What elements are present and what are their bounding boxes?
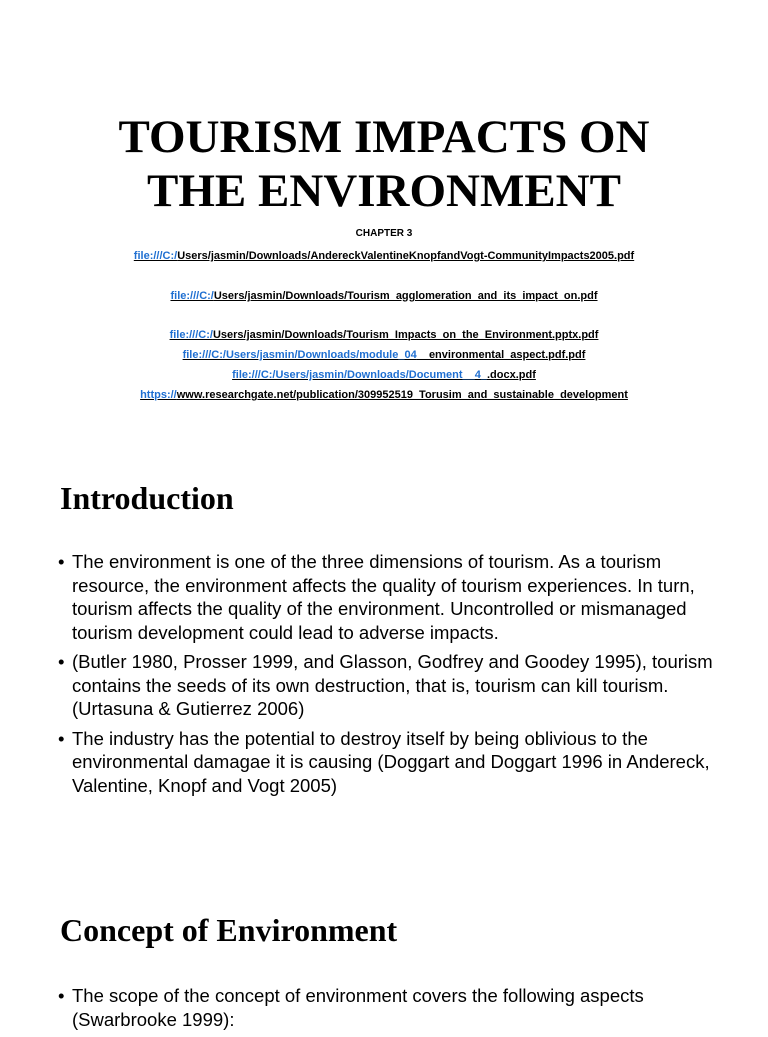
section-heading: Concept of Environment — [60, 912, 398, 948]
list-item: • The industry has the potential to destroy itself by being oblivious to the environmental damagae it is causing (Doggart and Doggart 1996 in Andereck, Valentine, Knopf and Vogt 2005) — [58, 727, 718, 798]
title-line-1: TOURISM IMPACTS ON — [118, 111, 650, 163]
section-heading: Introduction — [60, 480, 234, 516]
title-line-2: THE ENVIRONMENT — [147, 165, 621, 217]
bullet-list — [58, 550, 718, 803]
reference-link[interactable]: file:///C:/Users/jasmin/Downloads/module_04__environmental_aspect.pdf.pdf — [182, 349, 586, 361]
reference-link[interactable]: file:///C:/Users/jasmin/Downloads/Tourism_agglomeration_and_its_impact_on.pdf — [170, 290, 598, 302]
list-item: • The environment is one of the three dimensions of tourism. As a tourism resource, the environment affects the quality of tourism experiences. In turn, tourism affects the quality of the environment. Uncontrolled or mismanaged tourism development could lead to adverse impacts. — [58, 550, 718, 644]
reference-link[interactable]: file:///C:/Users/jasmin/Downloads/Document__4_.docx.pdf — [232, 369, 536, 381]
reference-link[interactable]: file:///C:/Users/jasmin/Downloads/Tourism_Impacts_on_the_Environment.pptx.pdf — [169, 329, 599, 341]
chapter-label: CHAPTER 3 — [355, 228, 413, 239]
reference-link[interactable]: https://www.researchgate.net/publication/309952519_Torusim_and_sustainable_development — [140, 389, 628, 401]
slide-concept — [0, 896, 768, 1030]
bullet-list — [58, 984, 718, 1037]
slide-title — [0, 0, 768, 440]
list-item: • (Butler 1980, Prosser 1999, and Glasson, Godfrey and Goodey 1995), tourism contains the seeds of its own destruction, that is, tourism can kill tourism. (Urtasuna & Gutierrez 2006) — [58, 650, 718, 721]
page-title — [40, 110, 728, 218]
slide-introduction — [0, 448, 768, 888]
list-item: • The scope of the concept of environment covers the following aspects (Swarbrooke 1999): — [58, 984, 718, 1031]
reference-link[interactable]: file:///C:/Users/jasmin/Downloads/AndereckValentineKnopfandVogt-CommunityImpacts2005.pdf — [133, 250, 635, 262]
